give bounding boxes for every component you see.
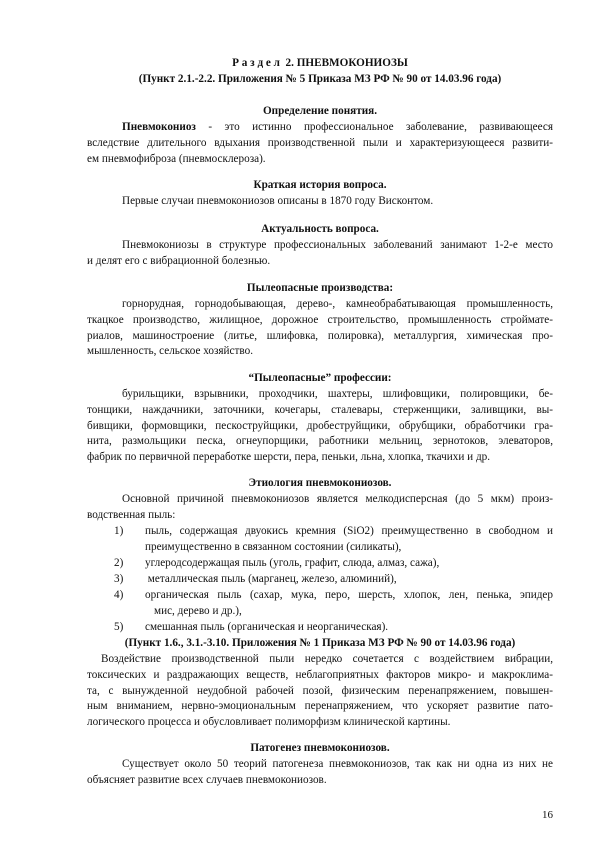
industries-heading: Пылеопасные производства: [246,282,394,294]
industries-paragraph [87,297,553,360]
industries-line-2: ткацкое производство, жилищное, дорожное строительство, промышленность строймате- [87,313,553,326]
list-item-text: металлическая пыль (марганец, железо, алюминий), [145,573,397,585]
pathogenesis-line-1: Существует около 50 теорий патогенеза пневмокониозов, так как ни одна из них не [122,758,553,770]
definition-heading: Определение понятия. [262,105,378,117]
etiology-heading: Этиология пневмокониозов. [248,477,392,489]
industries-line-3: риалов, машиностроение (литье, шлифовка, полировка), металлургия, химическая про- [87,329,553,342]
list-item-text: пыль, содержащая двуокись кремния (SiO2) преимущественно в свободном и преимущественно в связанном состоянии (силикаты), [145,525,553,553]
relevance-line-2: и делят его с вибрационной болезнью. [87,254,271,267]
history-line-1: Первые случаи пневмокониозов описаны в 1870 году Висконтом. [122,195,434,207]
etiology-intro [87,492,553,524]
factors-line-1: Воздействие производственной пыли нередко сочетается с воздействием вибрации, [101,653,553,665]
list-item-number: 2) [114,557,124,569]
list-item-number: 4) [114,589,124,601]
professions-line-2: тонщики, наждачники, заточники, кочегары, сталевары, стерженщики, заливщики, вы- [87,403,553,416]
list-item-text: органическая пыль (сахар, мука, перо, шерсть, хлопок, лен, пенька, эпидер мис, дерево и др.), [145,589,553,617]
section-subtitle: (Пункт 2.1.-2.2. Приложения № 5 Приказа МЗ РФ № 90 от 14.03.96 года) [138,72,502,85]
pathogenesis-line-2: объясняет развитие всех случаев пневмокониозов. [87,773,327,786]
industries-line-1: горнорудная, горнодобывающая, дерево-, камнеобрабатывающая промышленность, [122,298,553,310]
pathogenesis-heading: Патогенез пневмокониозов. [250,742,390,754]
list-item-number: 5) [114,621,124,633]
list-item-text: углеродсодержащая пыль (уголь, графит, слюда, алмаз, сажа), [145,557,440,569]
professions-paragraph [87,387,553,466]
definition-line-1: Пневмокониоз - это истинно профессиональное заболевание, развивающееся [122,121,553,133]
professions-line-1: бурильщики, взрывники, проходчики, шахтеры, шлифовщики, полировщики, бе- [122,388,553,400]
professions-line-3: бивщики, формовщики, пескоструйщики, дробеструйщики, обрубщики, обработчики гра- [87,419,553,432]
list-item-number: 1) [114,525,124,537]
relevance-line-1: Пневмокониозы в структуре профессиональных заболеваний занимают 1-2-е место [122,239,553,251]
list-item-number: 3) [114,573,124,585]
definition-term: Пневмокониоз [122,121,196,133]
page-number: 16 [542,809,553,821]
factors-line-3: та, с вынужденной неудобной рабочей позой, физическим перенапряжением, повышен- [87,684,553,697]
definition-paragraph [87,120,553,167]
relevance-heading: Актуальность вопроса. [261,223,379,235]
factors-paragraph [87,652,553,731]
pathogenesis-paragraph [87,757,553,789]
section-title-block [87,56,553,88]
section-title: Р а з д е л 2. ПНЕВМОКОНИОЗЫ [232,57,408,69]
relevance-paragraph [87,238,553,270]
definition-line-3: ем пневмофиброза (пневмосклероза). [87,152,266,165]
factors-line-5: логического процесса и обусловливает полиморфизм клинической картины. [87,716,451,729]
definition-line-2: вследствие длительного вдыхания производственной пыли и характеризующееся развити- [87,136,553,149]
list-item-text: смешанная пыль (органическая и неорганическая). [145,621,389,633]
factors-line-2: токсических и раздражающих веществ, неблагоприятных факторов микро- и макроклима- [87,668,553,681]
factors-subtitle: (Пункт 1.6., 3.1.-3.10. Приложения № 1 Приказа МЗ РФ № 90 от 14.03.96 года) [124,637,516,649]
history-paragraph [87,194,553,210]
factors-line-4: ным вниманием, нервно-эмоциональным перенапряжением, что ускоряет развитие пато- [87,700,553,713]
etiology-intro-line-2: водственная пыль: [87,508,176,521]
professions-line-5: фабрик по первичной переработке шерсти, пера, пеньки, льна, хлопка, ткачихи и др. [87,451,491,464]
history-heading: Краткая история вопроса. [253,179,387,191]
industries-line-4: мышленность, сельское хозяйство. [87,345,253,358]
professions-heading: “Пылеопасные” профессии: [248,372,392,384]
etiology-intro-line-1: Основной причиной пневмокониозов является мелкодисперсная (до 5 мкм) произ- [122,493,553,505]
professions-line-4: нита, размольщики песка, огнеупорщики, работники мельниц, зернотоков, элеваторов, [87,435,553,448]
